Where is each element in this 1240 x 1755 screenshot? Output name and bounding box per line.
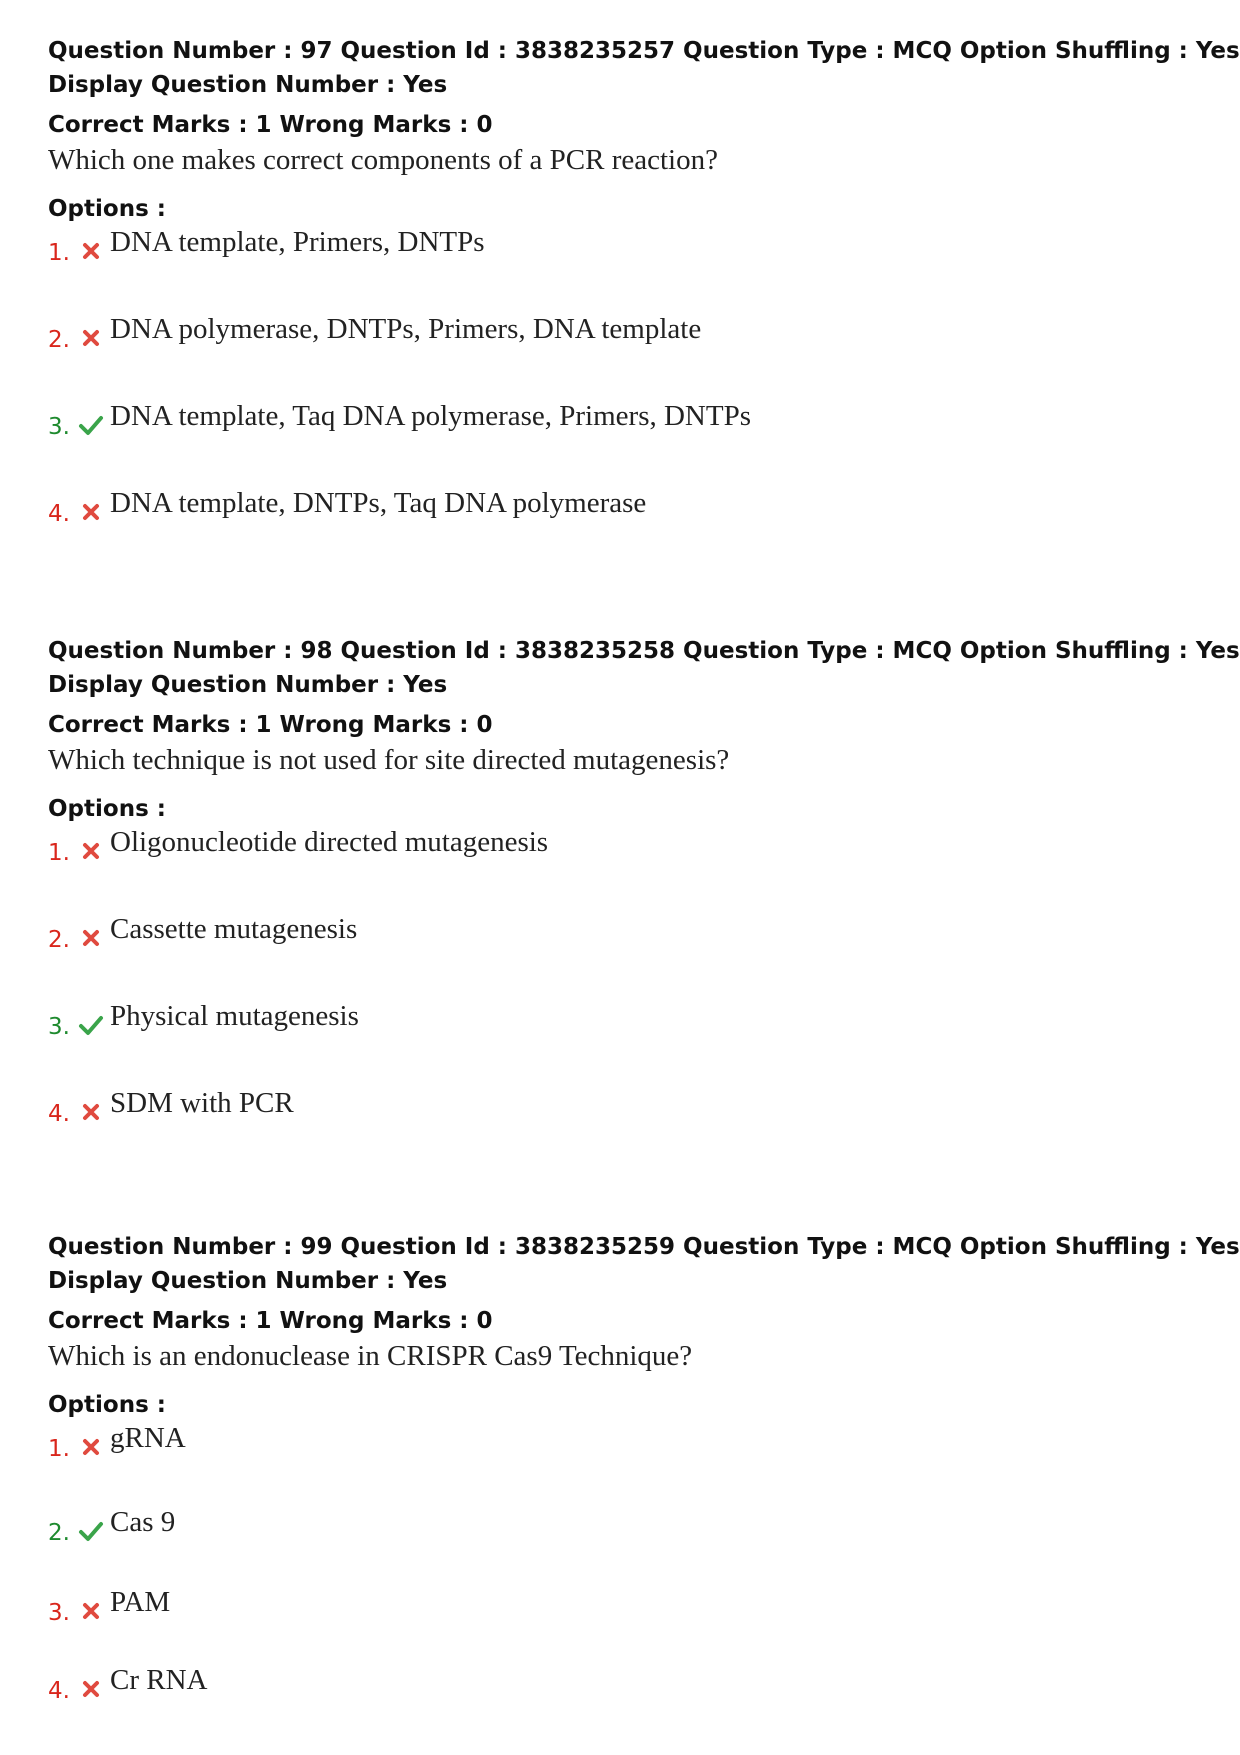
option-item xyxy=(48,313,1208,400)
cross-icon xyxy=(78,838,104,864)
option-text: DNA template, DNTPs, Taq DNA polymerase xyxy=(110,487,647,519)
option-number: 1. xyxy=(48,1436,70,1462)
display-question-number: Display Question Number : Yes xyxy=(48,72,448,98)
option-item-correct xyxy=(48,1000,1208,1087)
question-meta: Question Number : 98 Question Id : 3838235258 Question Type : MCQ Option Shuffling : Yes xyxy=(48,638,1240,664)
option-number: 1. xyxy=(48,240,70,266)
option-item xyxy=(48,1664,1208,1724)
option-item xyxy=(48,1087,1208,1174)
option-item xyxy=(48,1422,1208,1506)
cross-icon xyxy=(78,325,104,351)
marks-line: Correct Marks : 1 Wrong Marks : 0 xyxy=(48,1308,493,1334)
option-item xyxy=(48,1586,1208,1664)
option-number: 2. xyxy=(48,1520,70,1546)
option-text: Cassette mutagenesis xyxy=(110,913,358,945)
option-text: DNA template, Primers, DNTPs xyxy=(110,226,485,258)
option-number: 2. xyxy=(48,927,70,953)
option-item xyxy=(48,826,1208,913)
check-icon xyxy=(78,1518,104,1544)
question-block-99 xyxy=(48,1230,1240,1724)
question-block-97 xyxy=(48,34,1240,574)
option-number: 2. xyxy=(48,327,70,353)
question-text: Which is an endonuclease in CRISPR Cas9 Technique? xyxy=(48,1340,693,1372)
option-number: 4. xyxy=(48,1678,70,1704)
option-text: PAM xyxy=(110,1586,171,1618)
option-number: 1. xyxy=(48,840,70,866)
cross-icon xyxy=(78,1598,104,1624)
option-text: Oligonucleotide directed mutagenesis xyxy=(110,826,549,858)
display-question-number: Display Question Number : Yes xyxy=(48,672,448,698)
display-question-number: Display Question Number : Yes xyxy=(48,1268,448,1294)
option-text: gRNA xyxy=(110,1422,186,1454)
options-label: Options : xyxy=(48,1392,166,1418)
cross-icon xyxy=(78,1099,104,1125)
cross-icon xyxy=(78,499,104,525)
question-meta: Question Number : 97 Question Id : 3838235257 Question Type : MCQ Option Shuffling : Yes xyxy=(48,38,1240,64)
cross-icon xyxy=(78,925,104,951)
option-text: Physical mutagenesis xyxy=(110,1000,359,1032)
option-item-correct xyxy=(48,400,1208,487)
option-item xyxy=(48,487,1208,574)
check-icon xyxy=(78,1012,104,1038)
question-meta: Question Number : 99 Question Id : 3838235259 Question Type : MCQ Option Shuffling : Yes xyxy=(48,1234,1240,1260)
marks-line: Correct Marks : 1 Wrong Marks : 0 xyxy=(48,112,493,138)
cross-icon xyxy=(78,1434,104,1460)
option-text: Cr RNA xyxy=(110,1664,208,1696)
option-text: DNA polymerase, DNTPs, Primers, DNA template xyxy=(110,313,702,345)
option-item-correct xyxy=(48,1506,1208,1586)
option-number: 4. xyxy=(48,1101,70,1127)
cross-icon xyxy=(78,1676,104,1702)
option-text: SDM with PCR xyxy=(110,1087,294,1119)
option-number: 4. xyxy=(48,501,70,527)
option-text: DNA template, Taq DNA polymerase, Primers, DNTPs xyxy=(110,400,751,432)
check-icon xyxy=(78,412,104,438)
question-block-98 xyxy=(48,634,1240,1174)
options-label: Options : xyxy=(48,196,166,222)
option-text: Cas 9 xyxy=(110,1506,176,1538)
options-label: Options : xyxy=(48,796,166,822)
option-item xyxy=(48,226,1208,313)
cross-icon xyxy=(78,238,104,264)
marks-line: Correct Marks : 1 Wrong Marks : 0 xyxy=(48,712,493,738)
option-item xyxy=(48,913,1208,1000)
option-number: 3. xyxy=(48,1600,70,1626)
question-text: Which technique is not used for site directed mutagenesis? xyxy=(48,744,730,776)
option-number: 3. xyxy=(48,1014,70,1040)
option-number: 3. xyxy=(48,414,70,440)
question-text: Which one makes correct components of a PCR reaction? xyxy=(48,144,718,176)
